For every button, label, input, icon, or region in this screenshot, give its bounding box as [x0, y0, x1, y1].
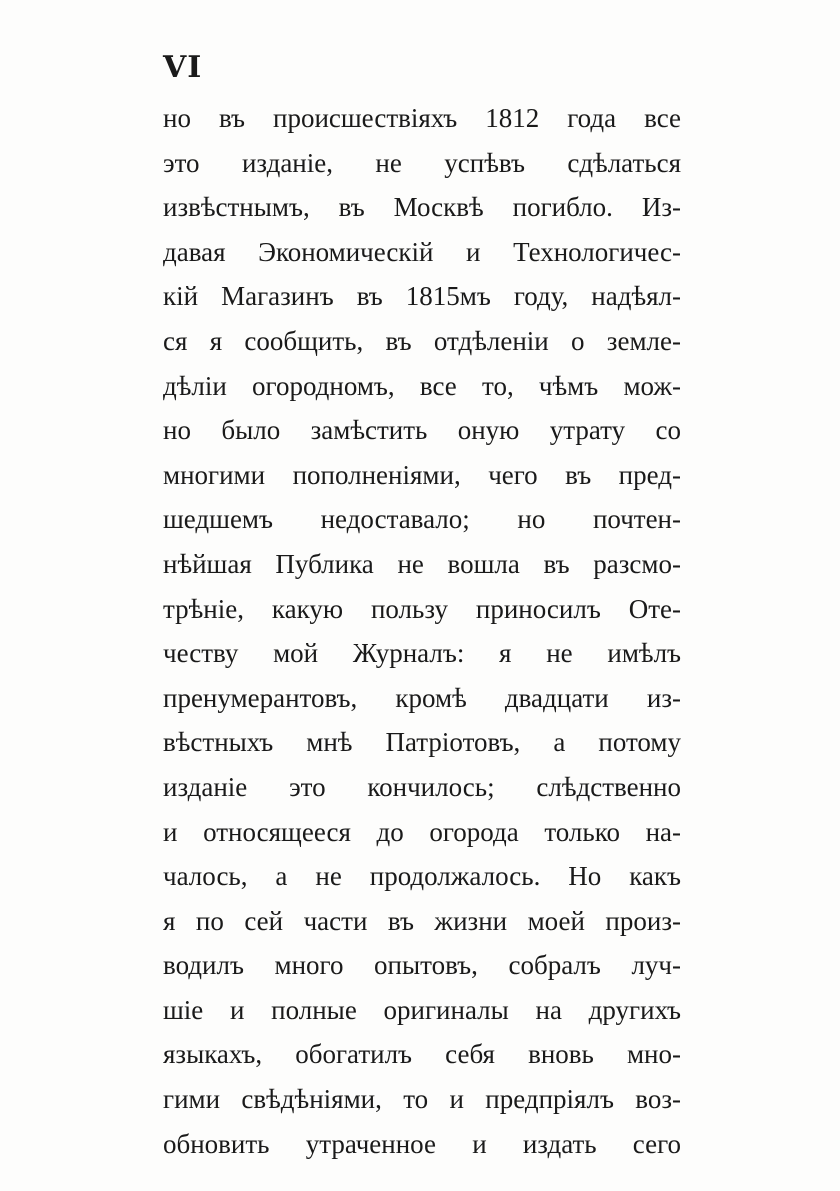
text-line: пренумерантовъ, кромѣ двадцати из-	[163, 682, 681, 713]
text-line: извѣстнымъ, въ Москвѣ погибло. Из-	[163, 192, 681, 223]
text-line: и относящееся до огорода только на-	[163, 816, 681, 847]
text-line: шіе и полные оригиналы на другихъ	[163, 994, 681, 1025]
text-line: давая Экономическій и Технологичес-	[163, 236, 681, 267]
text-line: языкахъ, обогатилъ себя вновь мно-	[163, 1039, 681, 1070]
text-line: изданіе это кончилось; слѣдственно	[163, 771, 681, 802]
text-line: честву мой Журналъ: я не имѣлъ	[163, 638, 681, 669]
text-line: обновить утраченное и издать сего	[163, 1128, 681, 1159]
text-line: многими пополненіями, чего въ пред-	[163, 459, 681, 490]
text-line: шедшемъ недоставало; но почтен-	[163, 504, 681, 535]
text-line: гими свѣдѣніями, то и предпріялъ воз-	[163, 1084, 681, 1115]
text-line: дѣліи огородномъ, все то, чѣмъ мож-	[163, 370, 681, 401]
text-line: но было замѣстить оную утрату со	[163, 415, 681, 446]
text-line: ся я сообщить, въ отдѣленіи о земле-	[163, 325, 681, 356]
text-line: кій Магазинъ въ 1815мъ году, надѣял-	[163, 281, 681, 312]
text-line: но въ происшествіяхъ 1812 года все	[163, 103, 681, 133]
text-line: чалось, а не продолжалось. Но какъ	[163, 861, 681, 892]
text-line: это изданіе, не успѣвъ сдѣлаться	[163, 147, 681, 178]
text-line: я по сей части въ жизни моей произ-	[163, 905, 681, 936]
page-number: VI	[163, 50, 203, 85]
text-line: нѣйшая Публика не вошла въ разсмо-	[163, 548, 681, 579]
text-line: трѣніе, какую пользу приносилъ Оте-	[163, 593, 681, 624]
text-line: водилъ много опытовъ, собралъ луч-	[163, 950, 681, 981]
body-text	[163, 96, 681, 1166]
text-line: вѣстныхъ мнѣ Патріотовъ, а потому	[163, 727, 681, 758]
